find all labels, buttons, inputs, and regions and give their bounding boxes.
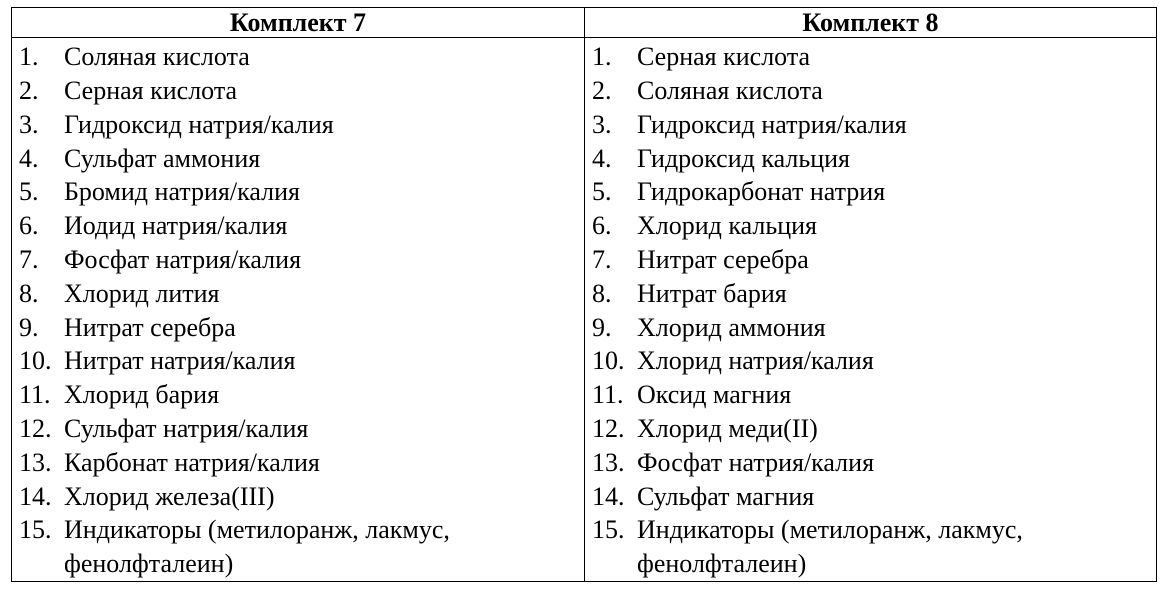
item-text: Нитрат бария bbox=[637, 278, 787, 308]
item-number: 14. bbox=[592, 481, 625, 511]
item-number: 6. bbox=[592, 211, 612, 241]
list-item bbox=[585, 378, 1156, 412]
list-item bbox=[12, 209, 584, 243]
list-item bbox=[585, 277, 1156, 311]
item-text: Гидроксид кальция bbox=[637, 143, 850, 173]
item-number: 7. bbox=[19, 245, 39, 275]
item-number: 1. bbox=[592, 42, 612, 72]
list-item bbox=[585, 40, 1156, 74]
item-text: Хлорид кальция bbox=[637, 211, 818, 241]
list-item bbox=[585, 446, 1156, 480]
list-item bbox=[12, 74, 584, 108]
item-text: Индикаторы (метилоранж, лакмус, фенолфталеин) bbox=[64, 515, 450, 579]
list-item bbox=[585, 175, 1156, 209]
item-text: Гидроксид натрия/калия bbox=[64, 109, 334, 139]
list-item bbox=[12, 513, 584, 581]
item-number: 8. bbox=[19, 278, 39, 308]
list-item bbox=[585, 412, 1156, 446]
list-item bbox=[12, 243, 584, 277]
item-number: 2. bbox=[592, 76, 612, 106]
list-item bbox=[585, 108, 1156, 142]
kit-8-list bbox=[585, 38, 1156, 581]
item-number: 15. bbox=[592, 515, 625, 545]
list-item bbox=[12, 412, 584, 446]
item-number: 8. bbox=[592, 278, 612, 308]
kit-8-column bbox=[585, 8, 1156, 581]
item-text: Карбонат натрия/калия bbox=[64, 447, 320, 477]
item-text: Фосфат натрия/калия bbox=[64, 245, 302, 275]
item-text: Гидрокарбонат натрия bbox=[637, 177, 886, 207]
item-text: Серная кислота bbox=[637, 42, 811, 72]
item-number: 4. bbox=[19, 143, 39, 173]
item-text: Хлорид лития bbox=[64, 278, 220, 308]
kit-7-column bbox=[12, 8, 585, 581]
list-item bbox=[585, 311, 1156, 345]
kit-8-header: Комплект 8 bbox=[585, 8, 1156, 38]
list-item bbox=[585, 243, 1156, 277]
list-item bbox=[12, 108, 584, 142]
item-text: Нитрат натрия/калия bbox=[64, 346, 296, 376]
item-number: 10. bbox=[19, 346, 52, 376]
item-number: 14. bbox=[19, 481, 52, 511]
item-text: Хлорид меди(II) bbox=[637, 414, 818, 444]
item-number: 13. bbox=[19, 447, 52, 477]
item-number: 6. bbox=[19, 211, 39, 241]
kit-7-header: Комплект 7 bbox=[12, 8, 584, 38]
list-item bbox=[12, 480, 584, 514]
list-item bbox=[12, 378, 584, 412]
item-number: 3. bbox=[19, 109, 39, 139]
list-item bbox=[12, 142, 584, 176]
item-number: 12. bbox=[592, 414, 625, 444]
item-text: Соляная кислота bbox=[637, 76, 823, 106]
list-item bbox=[585, 74, 1156, 108]
list-item bbox=[585, 480, 1156, 514]
item-text: Сульфат натрия/калия bbox=[64, 414, 309, 444]
item-number: 13. bbox=[592, 447, 625, 477]
list-item bbox=[12, 175, 584, 209]
item-text: Сульфат аммония bbox=[64, 143, 261, 173]
item-text: Фосфат натрия/калия bbox=[637, 447, 875, 477]
list-item bbox=[12, 344, 584, 378]
item-text: Нитрат серебра bbox=[637, 245, 809, 275]
item-number: 11. bbox=[19, 380, 51, 410]
list-item bbox=[585, 513, 1156, 581]
list-item bbox=[585, 344, 1156, 378]
kit-comparison-table bbox=[11, 7, 1157, 582]
item-number: 9. bbox=[19, 312, 39, 342]
item-number: 11. bbox=[592, 380, 624, 410]
item-number: 5. bbox=[19, 177, 39, 207]
item-text: Хлорид бария bbox=[64, 380, 220, 410]
list-item bbox=[12, 277, 584, 311]
item-number: 2. bbox=[19, 76, 39, 106]
item-text: Серная кислота bbox=[64, 76, 238, 106]
item-text: Гидроксид натрия/калия bbox=[637, 109, 907, 139]
item-text: Хлорид аммония bbox=[637, 312, 826, 342]
item-number: 10. bbox=[592, 346, 625, 376]
list-item bbox=[12, 311, 584, 345]
kit-7-list bbox=[12, 38, 584, 581]
item-number: 9. bbox=[592, 312, 612, 342]
item-text: Бромид натрия/калия bbox=[64, 177, 300, 207]
item-text: Хлорид натрия/калия bbox=[637, 346, 874, 376]
item-number: 5. bbox=[592, 177, 612, 207]
item-text: Соляная кислота bbox=[64, 42, 250, 72]
item-number: 7. bbox=[592, 245, 612, 275]
item-text: Оксид магния bbox=[637, 380, 792, 410]
item-text: Хлорид железа(III) bbox=[64, 481, 275, 511]
item-number: 12. bbox=[19, 414, 52, 444]
list-item bbox=[12, 40, 584, 74]
list-item bbox=[585, 209, 1156, 243]
item-number: 3. bbox=[592, 109, 612, 139]
item-text: Нитрат серебра bbox=[64, 312, 236, 342]
item-number: 4. bbox=[592, 143, 612, 173]
item-text: Сульфат магния bbox=[637, 481, 815, 511]
list-item bbox=[12, 446, 584, 480]
list-item bbox=[585, 142, 1156, 176]
item-text: Иодид натрия/калия bbox=[64, 211, 288, 241]
item-text: Индикаторы (метилоранж, лакмус, фенолфталеин) bbox=[637, 515, 1023, 579]
item-number: 1. bbox=[19, 42, 39, 72]
item-number: 15. bbox=[19, 515, 52, 545]
